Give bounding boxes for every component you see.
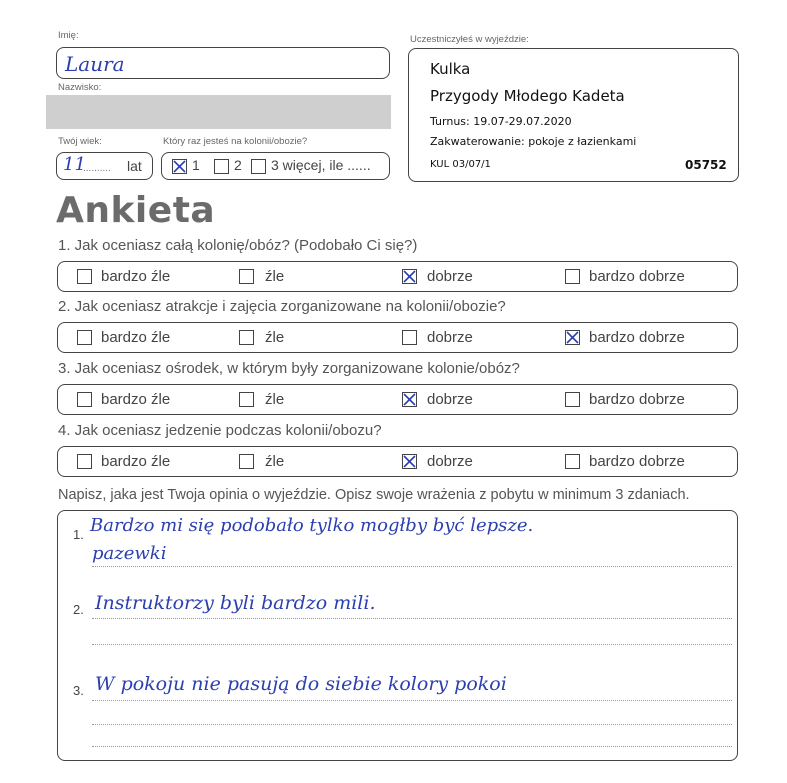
- ktory-raz-option-1: 1: [192, 157, 200, 173]
- opinion-number-2: 2.: [73, 602, 84, 617]
- q2-option-dobrze-label: dobrze: [427, 329, 473, 346]
- checkmark-x-icon: [402, 454, 417, 469]
- ktory-raz-checkbox-1[interactable]: [172, 159, 187, 174]
- opinion-line-1a: Bardzo mi się podobało tylko mogłby być lepsze.: [90, 515, 534, 536]
- q2-option-bardzo-dobrze-label: bardzo dobrze: [589, 329, 685, 346]
- q1-option-zle-label: źle: [265, 268, 285, 285]
- writing-line: [92, 724, 732, 725]
- form-number: 05752: [685, 158, 727, 172]
- opinion-prompt: Napisz, jaka jest Twoja opinia o wyjeździe. Opisz swoje wrażenia z pobytu w minimum 3 zdaniach.: [58, 487, 690, 503]
- q1-option-zle-checkbox[interactable]: [239, 269, 254, 284]
- question-3: 3. Jak oceniasz ośrodek, w którym były zorganizowane kolonie/obóz?: [58, 360, 520, 377]
- ktory-raz-option-2: 2: [234, 157, 242, 173]
- wiek-unit: lat: [127, 158, 142, 174]
- q2-option-zle-checkbox[interactable]: [239, 330, 254, 345]
- opinion-number-3: 3.: [73, 683, 84, 698]
- imie-label: Imię:: [58, 30, 79, 41]
- imie-value: Laura: [65, 52, 125, 76]
- q2-option-bardzo-zle-checkbox[interactable]: [77, 330, 92, 345]
- ktory-raz-checkbox-3[interactable]: [251, 159, 266, 174]
- question-3-options: [57, 384, 738, 415]
- q2-option-zle-label: źle: [265, 329, 285, 346]
- q1-option-bardzo-zle-label: bardzo źle: [101, 268, 171, 285]
- ktory-raz-checkbox-2[interactable]: [214, 159, 229, 174]
- camp-code: KUL 03/07/1: [430, 159, 491, 170]
- q1-option-bardzo-dobrze-label: bardzo dobrze: [589, 268, 685, 285]
- wiek-dots: ..........: [83, 163, 111, 174]
- q4-option-bardzo-zle-checkbox[interactable]: [77, 454, 92, 469]
- q1-option-bardzo-dobrze-checkbox[interactable]: [565, 269, 580, 284]
- question-2-options: [57, 322, 738, 353]
- ktory-raz-field: [161, 152, 390, 180]
- page-title: Ankieta: [56, 190, 216, 231]
- checkmark-x-icon: [402, 269, 417, 284]
- turnus: Turnus: 19.07-29.07.2020: [430, 115, 572, 128]
- question-1: 1. Jak oceniasz całą kolonię/obóz? (Podobało Ci się?): [58, 237, 418, 254]
- opinion-number-1: 1.: [73, 527, 84, 542]
- nazwisko-redacted: [46, 95, 391, 129]
- writing-line: [92, 644, 732, 645]
- program-name: Przygody Młodego Kadeta: [430, 87, 625, 105]
- q2-option-bardzo-zle-label: bardzo źle: [101, 329, 171, 346]
- q3-option-zle-checkbox[interactable]: [239, 392, 254, 407]
- ktory-raz-label: Który raz jesteś na kolonii/obozie?: [163, 136, 308, 147]
- q4-option-zle-label: źle: [265, 453, 285, 470]
- imie-field[interactable]: [56, 47, 390, 79]
- q4-option-bardzo-dobrze-checkbox[interactable]: [565, 454, 580, 469]
- checkmark-x-icon: [565, 330, 580, 345]
- q1-option-dobrze-label: dobrze: [427, 268, 473, 285]
- camp-name: Kulka: [430, 60, 471, 78]
- q4-option-dobrze-label: dobrze: [427, 453, 473, 470]
- opinion-line-2: Instruktorzy byli bardzo mili.: [95, 592, 376, 614]
- question-4: 4. Jak oceniasz jedzenie podczas kolonii/obozu?: [58, 422, 382, 439]
- q4-option-zle-checkbox[interactable]: [239, 454, 254, 469]
- question-1-options: [57, 261, 738, 292]
- q4-option-dobrze-checkbox[interactable]: [402, 454, 417, 469]
- q3-option-bardzo-zle-label: bardzo źle: [101, 391, 171, 408]
- zakwaterowanie: Zakwaterowanie: pokoje z łazienkami: [430, 135, 637, 148]
- q1-option-dobrze-checkbox[interactable]: [402, 269, 417, 284]
- ktory-raz-option-3: 3 więcej, ile ......: [271, 157, 371, 173]
- participant-box: [408, 48, 739, 182]
- q2-option-dobrze-checkbox[interactable]: [402, 330, 417, 345]
- question-2: 2. Jak oceniasz atrakcje i zajęcia zorganizowane na kolonii/obozie?: [58, 298, 506, 315]
- question-4-options: [57, 446, 738, 477]
- participant-label: Uczestniczyłeś w wyjeździe:: [410, 34, 529, 45]
- nazwisko-label: Nazwisko:: [58, 82, 102, 93]
- wiek-label: Twój wiek:: [58, 136, 102, 147]
- q4-option-bardzo-dobrze-label: bardzo dobrze: [589, 453, 685, 470]
- writing-line: [92, 700, 732, 701]
- wiek-value: 11: [63, 154, 86, 175]
- checkmark-x-icon: [172, 159, 187, 174]
- q3-option-bardzo-zle-checkbox[interactable]: [77, 392, 92, 407]
- q1-option-bardzo-zle-checkbox[interactable]: [77, 269, 92, 284]
- wiek-field[interactable]: [56, 152, 153, 180]
- q3-option-bardzo-dobrze-label: bardzo dobrze: [589, 391, 685, 408]
- q3-option-zle-label: źle: [265, 391, 285, 408]
- opinion-line-3: W pokoju nie pasują do siebie kolory pokoi: [95, 673, 507, 695]
- checkmark-x-icon: [402, 392, 417, 407]
- writing-line: [92, 746, 732, 747]
- q3-option-dobrze-checkbox[interactable]: [402, 392, 417, 407]
- opinion-line-1b: pazewki: [92, 543, 167, 564]
- q3-option-dobrze-label: dobrze: [427, 391, 473, 408]
- writing-line: [92, 566, 732, 567]
- q3-option-bardzo-dobrze-checkbox[interactable]: [565, 392, 580, 407]
- q2-option-bardzo-dobrze-checkbox[interactable]: [565, 330, 580, 345]
- writing-line: [92, 618, 732, 619]
- q4-option-bardzo-zle-label: bardzo źle: [101, 453, 171, 470]
